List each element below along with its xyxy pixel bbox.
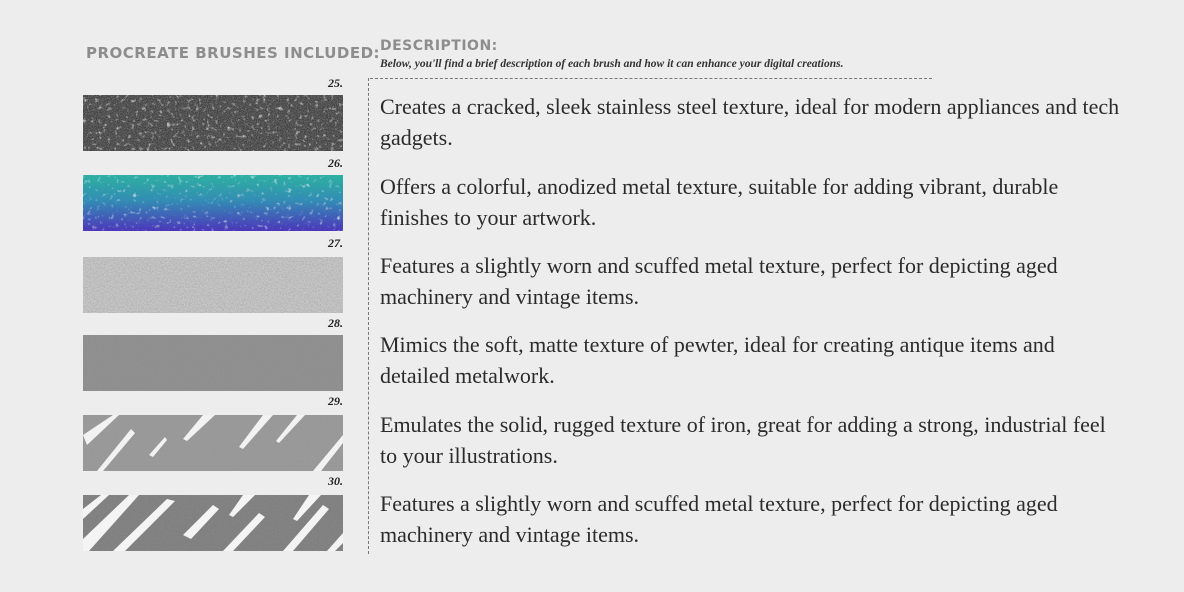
brush-swatch-anodized-metal: [83, 175, 343, 231]
brush-number: 27.: [328, 236, 343, 250]
brush-number: 26.: [328, 156, 343, 170]
brush-number: 30.: [328, 474, 343, 488]
brush-number: 29.: [328, 394, 343, 408]
brush-description: Features a slightly worn and scuffed metal texture, perfect for depicting aged machinery and vintage items.: [380, 253, 1058, 309]
brush-number: 28.: [328, 316, 343, 330]
brush-swatch-scuffed-streaks: [83, 495, 343, 551]
brush-swatch-cracked-steel: [83, 95, 343, 151]
brush-description: Mimics the soft, matte texture of pewter, ideal for creating antique items and detailed metalwork.: [380, 332, 1055, 388]
brush-swatch-pewter: [83, 335, 343, 391]
description-subtitle: Below, you'll find a brief description of each brush and how it can enhance your digital creations.: [380, 58, 844, 70]
brush-swatch-worn-metal: [83, 257, 343, 313]
brush-description: Features a slightly worn and scuffed metal texture, perfect for depicting aged machinery and vintage items.: [380, 491, 1058, 547]
brush-description: Emulates the solid, rugged texture of iron, great for adding a strong, industrial feel to your illustrations.: [380, 412, 1106, 468]
brush-number: 25.: [328, 76, 343, 90]
description-heading: DESCRIPTION:: [380, 38, 498, 54]
brush-swatch-iron: [83, 415, 343, 471]
dashed-divider-left: [368, 78, 369, 554]
brushes-included-heading: PROCREATE BRUSHES INCLUDED:: [86, 44, 381, 62]
brush-description: Creates a cracked, sleek stainless steel texture, ideal for modern appliances and tech gadgets.: [380, 94, 1120, 150]
brush-description: Offers a colorful, anodized metal texture, suitable for adding vibrant, durable finishes to your artwork.: [380, 174, 1059, 230]
dashed-divider-top: [370, 78, 932, 79]
